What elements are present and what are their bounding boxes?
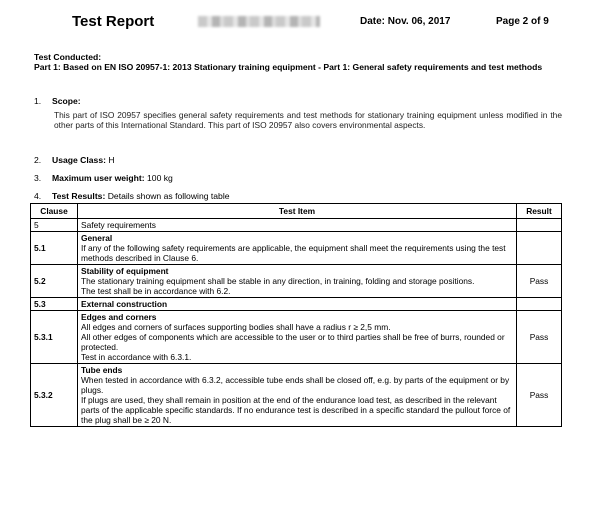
result-cell: Pass xyxy=(517,364,562,427)
row-line: All edges and corners of surfaces supporting bodies shall have a radius r ≥ 2,5 mm. xyxy=(81,322,391,332)
result-cell: Pass xyxy=(517,265,562,298)
item-label: Maximum user weight: xyxy=(52,173,145,183)
test-conducted-label: Test Conducted: xyxy=(34,52,102,62)
page-header xyxy=(0,8,600,38)
result-cell xyxy=(517,219,562,232)
row-line: Safety requirements xyxy=(81,220,156,230)
table-row xyxy=(31,219,562,232)
scope-item xyxy=(34,96,81,106)
row-title: General xyxy=(81,233,113,243)
item-label: Usage Class: xyxy=(52,155,106,165)
test-item-cell xyxy=(78,311,517,364)
test-conducted-text: Part 1: Based on EN ISO 20957-1: 2013 Stationary training equipment - Part 1: General safety requirements and test methods xyxy=(34,62,543,72)
clause-cell: 5 xyxy=(31,219,78,232)
table-row xyxy=(31,298,562,311)
row-line: Test in accordance with 6.3.1. xyxy=(81,352,192,362)
header-test-item: Test Item xyxy=(78,204,517,219)
results-table xyxy=(30,203,562,427)
result-cell xyxy=(517,298,562,311)
result-cell: Pass xyxy=(517,311,562,364)
header-clause: Clause xyxy=(31,204,78,219)
item-number: 2. xyxy=(34,155,42,165)
item-number: 3. xyxy=(34,173,42,183)
item-number: 4. xyxy=(34,191,42,201)
test-item-cell xyxy=(78,219,517,232)
result-cell xyxy=(517,232,562,265)
table-row xyxy=(31,311,562,364)
row-line: The test shall be in accordance with 6.2. xyxy=(81,286,231,296)
header-result: Result xyxy=(517,204,562,219)
report-title: Test Report xyxy=(72,13,155,30)
redacted-block xyxy=(198,16,320,27)
test-results-item xyxy=(34,191,230,201)
row-line: The stationary training equipment shall be stable in any direction, in training, folding and storage positions. xyxy=(81,276,475,286)
test-item-cell xyxy=(78,364,517,427)
clause-cell: 5.2 xyxy=(31,265,78,298)
clause-cell: 5.1 xyxy=(31,232,78,265)
table-header-row xyxy=(31,204,562,219)
table-row xyxy=(31,265,562,298)
usage-class-item xyxy=(34,155,115,165)
clause-cell: 5.3.2 xyxy=(31,364,78,427)
row-line: If plugs are used, they shall remain in position at the end of the endurance load test, as described in the relevant parts of the applicable specific standards. If no endurance test is described in a specific standard the pullout force of the plug shall be ≥ 20 N. xyxy=(81,395,511,425)
clause-cell: 5.3.1 xyxy=(31,311,78,364)
test-item-cell xyxy=(78,265,517,298)
clause-cell: 5.3 xyxy=(31,298,78,311)
page-number: Page 2 of 9 xyxy=(496,16,549,27)
row-line: When tested in accordance with 6.3.2, accessible tube ends shall be closed off, e.g. by parts of the equipment or by plugs. xyxy=(81,375,510,395)
row-title: External construction xyxy=(81,299,168,309)
item-value: H xyxy=(105,155,115,165)
row-line: All other edges of components which are accessible to the user or to third parties shall be free of burrs, rounded or protected. xyxy=(81,332,505,352)
row-title: Stability of equipment xyxy=(81,266,169,276)
item-label: Test Results: xyxy=(52,191,106,201)
test-item-cell xyxy=(78,232,517,265)
table-row xyxy=(31,364,562,427)
item-number: 1. xyxy=(34,96,42,106)
row-line: If any of the following safety requirements are applicable, the equipment shall meet the requirements using the test methods described in Clause 6. xyxy=(81,243,506,263)
max-weight-item xyxy=(34,173,173,183)
report-date: Date: Nov. 06, 2017 xyxy=(360,16,451,27)
item-label: Scope: xyxy=(52,96,81,106)
item-value: 100 kg xyxy=(144,173,173,183)
scope-text: This part of ISO 20957 specifies general safety requirements and test methods for stationary training equipment unless modified in the other parts of this International Standard. This part of ISO 20957 also covers environmental aspects. xyxy=(54,110,562,130)
test-item-cell xyxy=(78,298,517,311)
row-title: Edges and corners xyxy=(81,312,157,322)
test-conducted xyxy=(34,52,574,72)
table-row xyxy=(31,232,562,265)
row-title: Tube ends xyxy=(81,365,123,375)
item-value: Details shown as following table xyxy=(105,191,230,201)
